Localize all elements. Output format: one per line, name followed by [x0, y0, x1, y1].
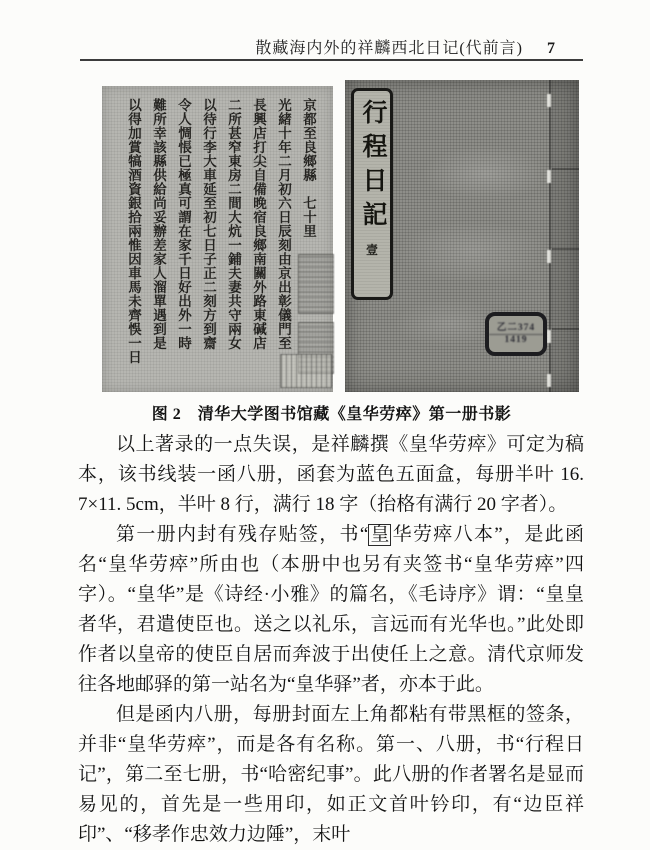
paragraph-2-post: 华劳瘁八本”，是此函名“皇华劳瘁”所由也（本册中也另有夹签书“皇华劳瘁”四字）。“皇华”是《诗经·小雅》的篇名，《毛诗序》谓：“皇皇者华，君遣使臣也。送之以礼乐，言远而有光华也。”此处即作者以皇帝的使臣自居而奔波于出使任上之意。清代京师发往各地邮驿的第一站名为“皇华驿”者，亦本于此。 — [78, 524, 584, 695]
boxed-character: 皇 — [370, 524, 390, 545]
body-paragraph-1: 以上著录的一点失误，是祥麟撰《皇华劳瘁》可定为稿本，该书线装一函八册，函套为蓝色五面盒，每册半叶 16. 7×11. 5cm，半叶 8 行，满行 18 字（抬格有满行 20 字者）。 — [78, 434, 584, 515]
cover-title-text: 行程日記 — [359, 99, 386, 235]
call-number-line1: 乙二374 — [496, 322, 536, 333]
manuscript-column: 難所幸該縣供給尚妥辦差家人溜單遇到是 — [151, 98, 166, 350]
running-title: 散藏海内外的祥麟西北日记(代前言) — [255, 40, 523, 57]
manuscript-column: 令人惆悵已極真可謂在家千日好出外一時 — [176, 98, 191, 350]
cover-title-slip — [351, 88, 393, 300]
manuscript-column: 二所甚窄東房二間大炕一鋪夫妻共守兩女 — [226, 98, 241, 350]
binding-stitch — [547, 94, 551, 107]
call-number-stamp — [485, 312, 547, 356]
page-header — [80, 35, 583, 58]
cover-crease — [552, 248, 579, 250]
cover-binding-strip — [551, 80, 579, 392]
figure-caption: 图 2 清华大学图书馆藏《皇华劳瘁》第一册书影 — [151, 406, 512, 423]
library-seal — [280, 354, 332, 388]
body-paragraph-2 — [78, 520, 584, 700]
volume-mark: 壹 — [365, 243, 378, 257]
body-text — [78, 430, 584, 850]
manuscript-column: 以得加賞犒酒資銀拾兩惟因車馬未齊悞一日 — [126, 98, 141, 364]
cover-crease — [552, 328, 579, 330]
library-seal — [298, 254, 334, 314]
manuscript-photo — [102, 86, 333, 392]
binding-stitch — [547, 374, 551, 387]
cover-binding-seam — [549, 80, 551, 392]
binding-stitch — [547, 330, 551, 343]
binding-stitch — [547, 250, 551, 263]
paragraph-2-pre: 第一册内封有残存贴签，书“ — [116, 524, 369, 545]
page-number: 7 — [547, 40, 555, 57]
call-number-line2: 1419 — [489, 334, 543, 346]
binding-stitch — [547, 170, 551, 183]
book-cover-photo — [345, 80, 579, 392]
header-rule — [80, 59, 583, 61]
manuscript-column: 京都至良鄉縣 七十里 — [301, 98, 316, 238]
cover-crease — [552, 168, 579, 170]
manuscript-column: 以待行李大車延至初七日子正二刻方到齋 — [201, 98, 216, 350]
manuscript-column: 長興店打尖自備晚宿良鄉南關外路東碱店 — [251, 98, 266, 350]
manuscript-column: 光緒十年二月初六日辰刻由京出彰儀門至 — [276, 98, 291, 350]
body-paragraph-3: 但是函内八册，每册封面左上角都粘有带黑框的签条，并非“皇华劳瘁”，而是各有名称。第一、八册，书“行程日记”，第二至七册，书“哈密纪事”。此八册的作者署名是显而易见的，首先是一些用印，如正文首叶钤印，有“边臣祥印”、“移孝作忠效力边陲”，末叶 — [78, 704, 584, 845]
